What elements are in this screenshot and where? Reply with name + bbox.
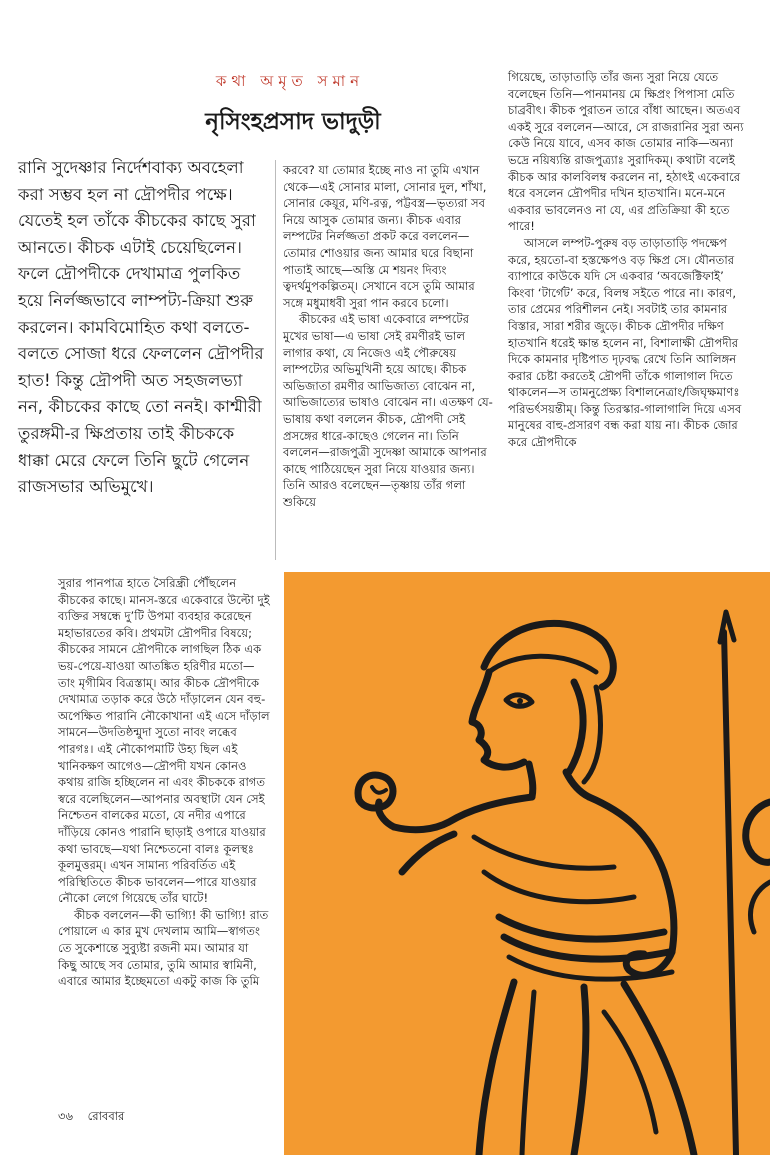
column-divider — [275, 160, 276, 560]
column-right-top — [508, 69, 753, 451]
column-left-bottom — [58, 575, 270, 990]
paragraph: আসলে লম্পট-পুরুষ বড় তাড়াতাড়ি পদক্ষেপ করে, হয়তো-বা হস্তক্ষেপও বড় ক্ষিপ্র সে। যৌনতার ব্যাপারে কাউকে যদি সে একবার ‘অবজেক্টিফাই’ কিংবা ‘টার্গেট’ করে, বিলম্ব সইতে পারে না। কারণ, তার প্রেমের পরিশীলন নেই। সবটাই তার কামনার বিস্তার, সারা শরীর জুড়ে। কীচক দ্রৌপদীর দক্ষিণ হাতখানি ধরেই ক্ষান্ত হলেন না, বিশালাক্ষী দ্রৌপদীর দিকে কামনার দৃষ্টিপাত দৃঢ়বদ্ধ রেখে তিনি আলিঙ্গন করার চেষ্টা করতেই দ্রৌপদী তাঁকে গালাগাল দিতে থাকলেন—স তামনুপ্রেক্ষ্য বিশালনেত্রাং/জিঘৃক্ষমাণঃ পরিভর্ৎসয়ন্তীম্। কিন্তু তিরস্কার-গালাগালি দিয়ে এসব মানুষের বাহু-প্রসারণ বন্ধ করা যায় না। কীচক জোর করে দ্রৌপদীকে — [508, 235, 742, 450]
paragraph: সুরার পানপাত্র হাতে সৈরিন্ধ্রী পৌঁছলেন কীচকের কাছে। মানস-স্তরে একেবারে উল্টো দুই ব্যক্তির সম্বন্ধে দু’টি উপমা ব্যবহার করেছেন মহাভারতের কবি। প্রথমটা দ্রৌপদীর বিষয়ে; কীচকের সামনে দ্রৌপদীকে লাগছিল ঠিক এক ভয়-পেয়ে-যাওয়া আতঙ্কিত হরিণীর মতো—তাং মৃগীমিব বিত্রস্তাম্। আর কীচক দ্রৌপদীকে দেখামাত্র তড়াক করে উঠে দাঁড়ালেন যেন বহু-অপেক্ষিত পারানি নৌকোখানা এই এসে দাঁড়াল সামনে—উদতিষ্ঠন্মুদা সুতো নাবং লব্ধেব পারগঃ। এই নৌকোপমাটি উহ্য ছিল এই খানিকক্ষণ আগেও—দ্রৌপদী যখন কোনও কথায় রাজি হচ্ছিলেন না এবং কীচককে রাগত স্বরে বলেছিলেন—আপনার অবস্থাটা যেন সেই নিশ্চেতন বালকের মতো, যে নদীর এপারে দাঁড়িয়ে কোনও পারানি ছাড়াই ওপারে যাওয়ার কথা ভাবছে—যথা নিশ্চেতনো বালঃ কূলস্থঃ কূলমুত্তরম্। এখন সামান্য পরিবর্তিত এই পরিস্থিতিতে কীচক ভাবলেন—পারে যাওয়ার নৌকো লেগে গিয়েছে তাঁর ঘাটে! — [58, 576, 270, 906]
kichaka-figure-illustration — [284, 572, 770, 1155]
paragraph: গিয়েছে, তাড়াতাড়ি তাঁর জন্য সুরা নিয়ে যেতে বলেছেন তিনি—পানমানয় মে ক্ষিপ্রং পিপাসা মেতি চাব্রবীৎ। কীচক পুরাতন তারে বাঁধা আছেন। অতএব একই সুরে বললেন—আরে, সে রাজরানির সুরা অন্য কেউ নিয়ে যাবে, এসব কাজ তোমার নাকি—অন্যা ভদ্রে নয়িষ্যন্তি রাজপুত্র্যাঃ সুরাদিকম্। কথাটা বলেই কীচক আর কালবিলম্ব করলেন না, হঠাৎই একেবারে ধরে বসলেন দ্রৌপদীর দখিন হাতখানি। মনে-মনে একবার ভাবলেনও না যে, এর প্রতিক্রিয়া কী হতে পারে! — [508, 70, 744, 234]
intro-blurb — [18, 155, 268, 501]
paragraph: করবে? যা তোমার ইচ্ছে নাও না তুমি এখান থেকে—এই সোনার মালা, সোনার দুল, শাঁখা, সোনার কেয়ূর, মণি-রত্ন, পট্টবস্ত্র—ভৃত্যরা সব নিয়ে আসুক তোমার জন্য। কীচক এবার লম্পটের নির্লজ্জতা প্রকট করে বললেন—তোমার শোওয়ার জন্য আমার ঘরে বিছানা পাতাই আছে—অস্তি মে শয়নং দিব্যং ত্বদর্থমুপকল্পিতম্। সেখানে বসে তুমি আমার সঙ্গে মধুমাধবী সুরা পান করবে চলো। — [283, 163, 487, 310]
intro-text: রানি সুদেষ্ণার নির্দেশবাক্য অবহেলা করা সম্ভব হল না দ্রৌপদীর পক্ষে। যেতেই হল তাঁকে কীচকের কাছে সুরা আনতে। কীচক এটাই চেয়েছিলেন। ফলে দ্রৌপদীকে দেখামাত্র পুলকিত হয়ে নির্লজ্জভাবে লাম্পট্য-ক্রিয়া শুরু করলেন। কামবিমোহিত কথা বলতে-বলতে সোজা ধরে ফেললেন দ্রৌপদীর হাত! কিন্তু দ্রৌপদী অত সহজলভ্যা নন, কীচকের কাছে তো ননই। কাশ্মীরী তুরঙ্গমী-র ক্ষিপ্রতায় তাই কীচককে ধাক্কা মেরে ফেলে তিনি ছুটে গেলেন রাজসভার অভিমুখে। — [18, 158, 264, 497]
column-middle-top — [283, 162, 495, 510]
page-number: ৩৬ — [58, 1109, 73, 1123]
paragraph: কীচকের এই ভাষা একেবারে লম্পটের মুখের ভাষা—এ ভাষা সেই রমণীরই ভাল লাগার কথা, যে নিজেও এই পৌরুষেয় লাম্পট্যের অভিমুখিনী হয়ে আছে। কীচক অভিজাতা রমণীর আভিজাত্য বোঝেন না, আভিজাত্যের ভাষাও বোঝেন না। এতক্ষণ যে-ভাষায় কথা বললেন কীচক, দ্রৌপদী সেই প্রসঙ্গের ধারে-কাছেও গেলেন না। তিনি বললেন—রাজপুত্রী সুদেষ্ণা আমাকে আপনার কাছে পাঠিয়েছেন সুরা নিয়ে যাওয়ার জন্য। তিনি আরও বলেছেন—তৃষ্ণায় তাঁর গলা শুকিয়ে — [283, 312, 493, 509]
author-name: নৃসিংহপ্রসাদ ভাদুড়ী — [205, 109, 381, 135]
page-footer — [58, 1108, 124, 1127]
magazine-name: রোববার — [87, 1109, 125, 1123]
paragraph: কীচক বললেন—কী ভাগ্যি! কী ভাগ্যি! রাত পোয়ালে এ কার মুখ দেখলাম আমি—স্বাগতং তে সুকেশান্তে সুব্যুষ্টা রজনী মম। আমার যা কিছু আছে সব তোমার, তুমি আমার স্বামিনী, এবারে আমার ইচ্ছেমতো একটু কাজ কি তুমি — [58, 907, 269, 989]
illustration-panel — [284, 572, 770, 1155]
section-kicker: কথা অমৃত সমান — [215, 72, 365, 90]
